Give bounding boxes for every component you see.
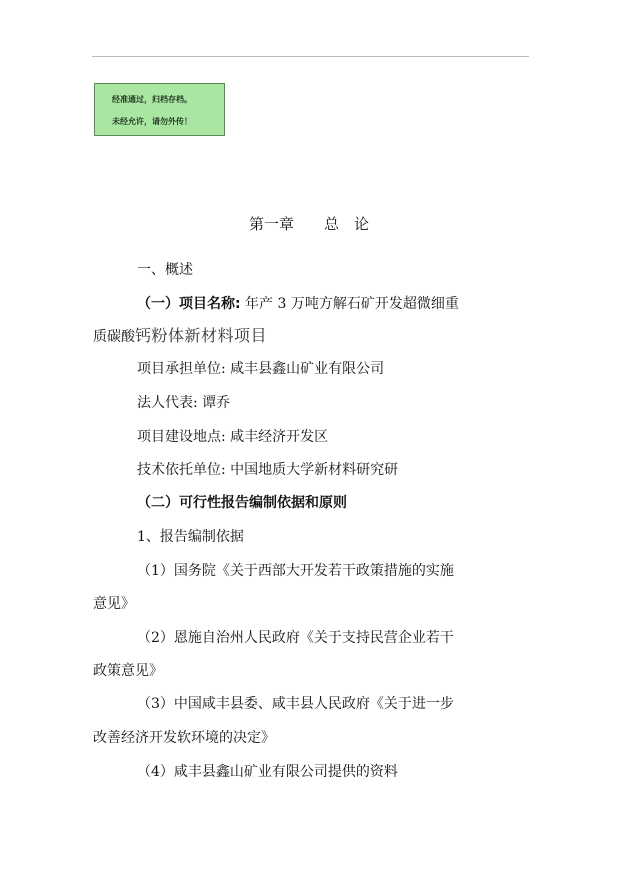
basis-3-line-a: （3）中国咸丰县委、咸丰县人民政府《关于进一步	[137, 696, 454, 712]
basis-title: 1、报告编制依据	[137, 529, 244, 545]
stamp-line-1: 经准通过，归档存档。	[112, 95, 192, 104]
basis-4-line: （4）咸丰县鑫山矿业有限公司提供的资料	[137, 764, 398, 780]
basis-2-line-a: （2）恩施自治州人民政府《关于支持民营企业若干	[137, 630, 454, 646]
overview-heading: 一、概述	[137, 262, 193, 278]
basis-3-line-b: 改善经济开发软环境的决定》	[93, 730, 275, 746]
basis-2-line-b: 政策意见》	[93, 663, 163, 679]
basis-1-line-a: （1）国务院《关于西部大开发若干政策措施的实施	[137, 563, 454, 579]
header-rule	[92, 56, 529, 57]
project-name-continuation	[93, 326, 267, 347]
stamp-line-2: 未经允许，请勿外传！	[112, 117, 192, 126]
project-name-value: 年产 3 万吨方解石矿开发超微细重	[240, 296, 459, 312]
location-line: 项目建设地点: 咸丰经济开发区	[137, 429, 329, 445]
basis-1-line-b: 意见》	[93, 596, 135, 612]
project-name-label: （一）项目名称:	[137, 296, 241, 312]
section-2-heading: （二）可行性报告编制依据和原则	[137, 495, 347, 511]
tech-support-line: 技术依托单位: 中国地质大学新材料研究研	[137, 462, 399, 478]
project-name-cont-a: 质碳酸	[93, 329, 135, 345]
undertaker-line: 项目承担单位: 咸丰县鑫山矿业有限公司	[137, 361, 385, 377]
chapter-title: 第一章 总 论	[249, 215, 370, 233]
approval-stamp	[94, 83, 225, 136]
legal-rep-line: 法人代表: 谭乔	[137, 395, 231, 411]
project-name-line	[137, 294, 459, 314]
project-name-cont-b: 钙粉体新材料项目	[135, 326, 268, 345]
